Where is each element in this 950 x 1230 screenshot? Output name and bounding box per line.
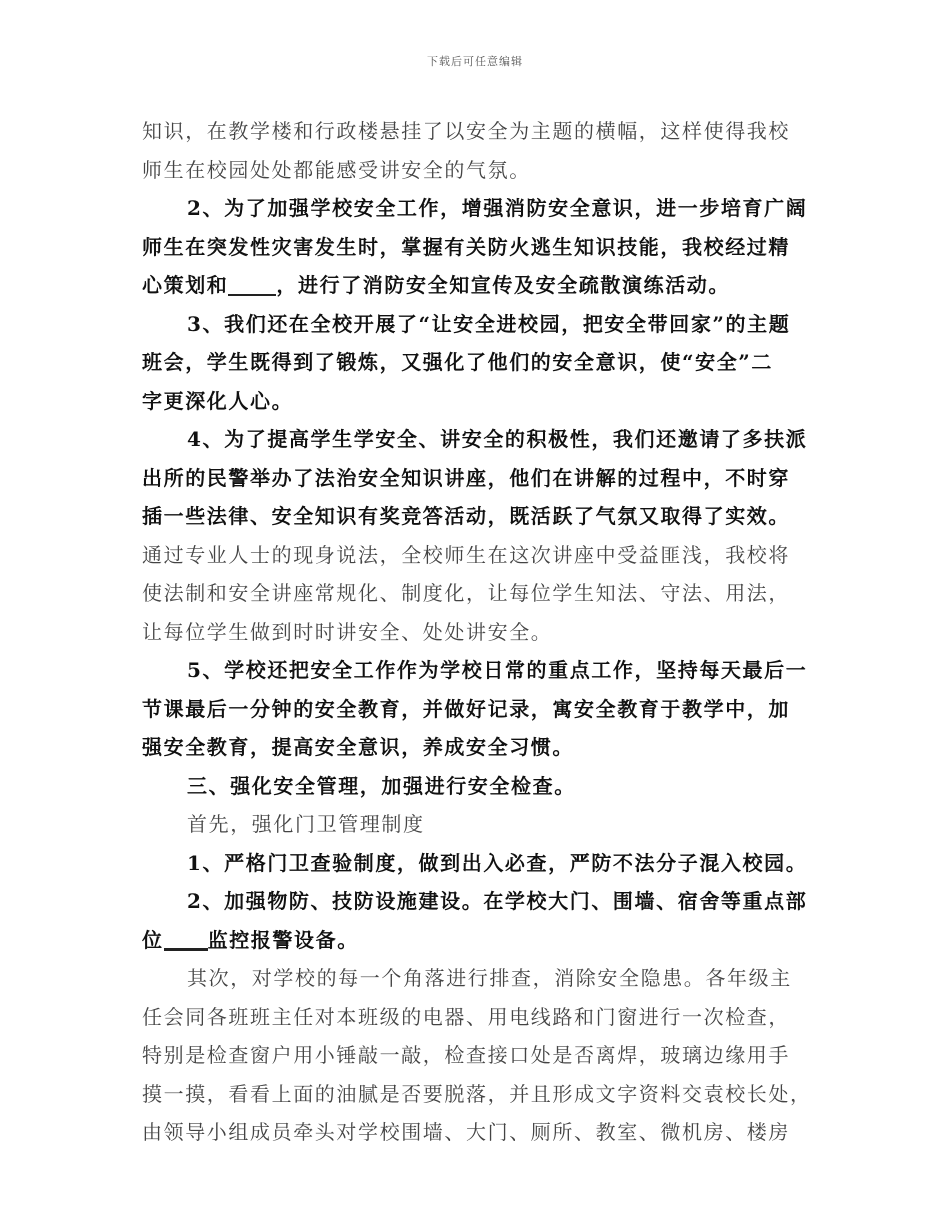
list-item: 2、加强物防、技防设施建设。在学校大门、围墙、宿舍等重点部 xyxy=(187,889,808,913)
text-line: 其次，对学校的每一个角落进行排查，消除安全隐患。各年级主 xyxy=(187,966,792,990)
text-line: 让每位学生做到时时讲安全、处处讲安全。 xyxy=(142,619,553,644)
text-segment: 监控报警设备。 xyxy=(207,927,359,952)
document-body xyxy=(142,112,818,1152)
paragraph-4-line: 出所的民警举办了法治安全知识讲座，他们在讲解的过程中，不时穿 xyxy=(142,465,790,490)
paragraph-5-line: 强安全教育，提高安全意识，养成安全习惯。 xyxy=(142,735,574,759)
text-line: 通过专业人士的现身说法，全校师生在这次讲座中受益匪浅，我校将 xyxy=(142,542,790,567)
text-line: 知识，在教学楼和行政楼悬挂了以安全为主题的横幅，这样使得我校 xyxy=(142,119,790,143)
fill-in-blank xyxy=(164,928,208,951)
paragraph-3-line: 字更深化人心。 xyxy=(142,388,294,413)
text-line: 由领导小组成员牵头对学校围墙、大门、厕所、教室、微机房、楼房 xyxy=(142,1120,790,1144)
list-item xyxy=(142,921,818,960)
text-segment: ，进行了消防安全知宣传及安全疏散演练活动。 xyxy=(276,273,731,297)
text-line: 摸一摸，看看上面的油腻是否要脱落，并且形成文字资料交袁校长处， xyxy=(142,1081,812,1106)
paragraph-3-line: 3、我们还在全校开展了“让安全进校园，把安全带回家”的主题 xyxy=(187,311,791,336)
text-line: 特别是检查窗户用小锤敲一敲，检查接口处是否离焊，玻璃边缘用手 xyxy=(142,1043,790,1067)
sub-heading: 首先，强化门卫管理制度 xyxy=(187,812,425,836)
text-segment: 位 xyxy=(142,927,164,952)
paragraph-3-line: 班会，学生既得到了锻炼，又强化了他们的安全意识，使“安全”二 xyxy=(142,350,774,374)
paragraph-2-line: 2、为了加强学校安全工作，增强消防安全意识，进一步培育广阔 xyxy=(187,196,808,220)
text-line: 师生在校园处处都能感受讲安全的气氛。 xyxy=(142,157,531,182)
paragraph-4-line: 插一些法律、安全知识有奖竞答活动，既活跃了气氛又取得了实效。 xyxy=(142,504,790,528)
paragraph-5-line: 节课最后一分钟的安全教育，并做好记录，寓安全教育于教学中，加 xyxy=(142,696,790,721)
page-header: 下载后可任意编辑 xyxy=(427,55,523,68)
text-line: 任会同各班班主任对本班级的电器、用电线路和门窗进行一次检查， xyxy=(142,1004,790,1029)
paragraph-2-line xyxy=(142,266,818,305)
text-line: 使法制和安全讲座常规化、制度化，让每位学生知法、守法、用法， xyxy=(142,581,790,605)
fill-in-blank xyxy=(228,274,276,296)
paragraph-2-line: 师生在突发性灾害发生时，掌握有关防火逃生知识技能，我校经过精 xyxy=(142,234,790,259)
paragraph-5-line: 5、学校还把安全工作作为学校日常的重点工作，坚持每天最后一 xyxy=(187,658,808,682)
section-heading: 三、强化安全管理，加强进行安全检查。 xyxy=(187,773,576,798)
text-segment: 心策划和 xyxy=(142,273,229,297)
paragraph-4-line: 4、为了提高学生学安全、讲安全的积极性，我们还邀请了多扶派 xyxy=(187,427,808,451)
list-item: 1、严格门卫查验制度，做到出入必查，严防不法分子混入校园。 xyxy=(187,850,808,875)
